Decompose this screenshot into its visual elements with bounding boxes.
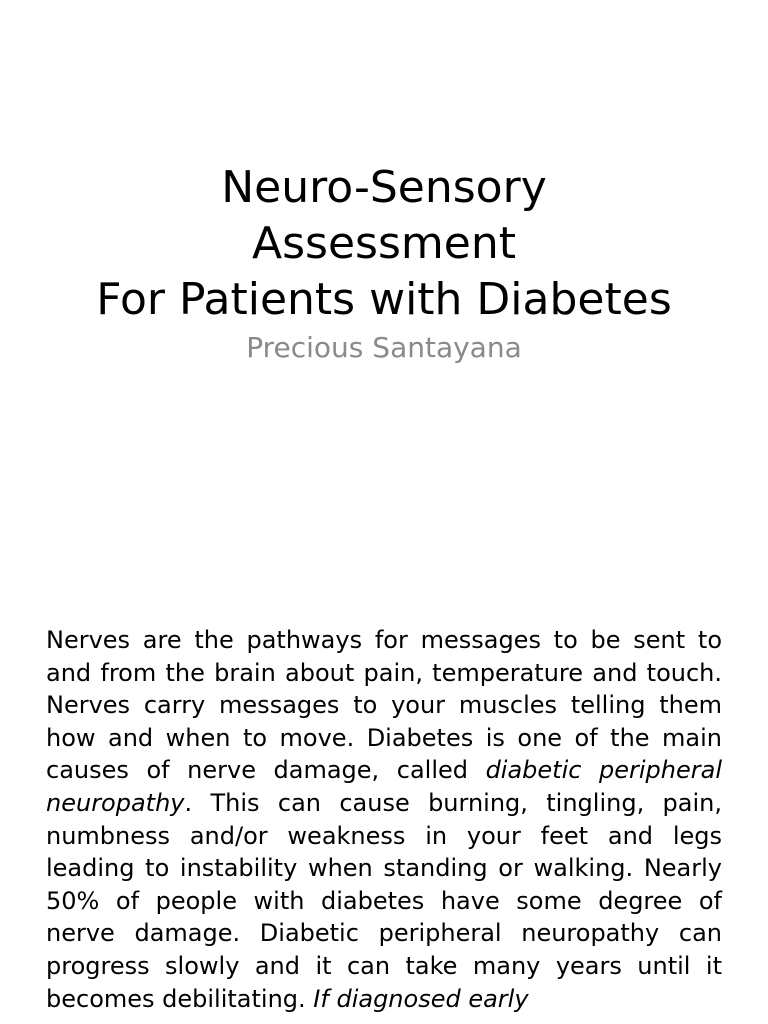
title-line-1: Neuro-Sensory xyxy=(221,162,547,213)
body-text-part-1: Nerves are the pathways for messages to be sent to and from the brain about pain, temperature and touch. Nerves carry messages to your muscles telling them how and when to move. Diabetes is one of the main causes of nerve damage, called xyxy=(46,626,722,785)
title-line-2: Assessment xyxy=(252,218,516,269)
body-paragraph xyxy=(46,624,722,1015)
body-emphasis-diagnosed: If diagnosed early xyxy=(313,984,529,1013)
body-emphasis-neuropathy: diabetic peripheral neuropathy xyxy=(46,756,722,817)
title-block xyxy=(0,160,768,366)
body-text-part-2: . This can cause burning, tingling, pain, numbness and/or weakness in your feet and legs leading to instability when standing or walking. Nearly 50% of people with diabetes have some degree of nerve damage. Diabetic peripheral neuropathy can progress slowly and it can take many years until it becomes debilitating. xyxy=(46,788,722,1013)
author-name: Precious Santayana xyxy=(246,331,522,364)
title-line-3: For Patients with Diabetes xyxy=(96,274,672,325)
